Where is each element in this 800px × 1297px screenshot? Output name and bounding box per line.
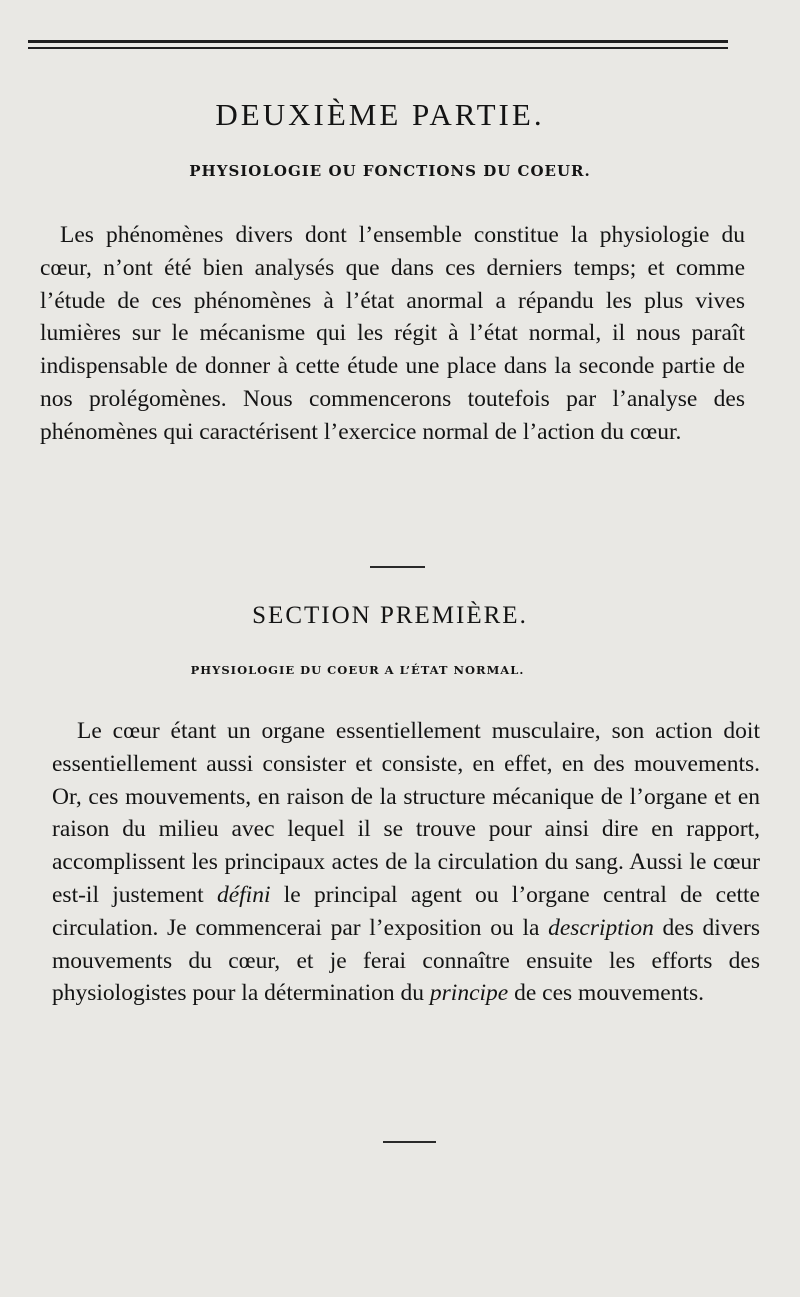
part-title: DEUXIÈME PARTIE. [215, 97, 545, 132]
italic-term-defini: défini [216, 881, 271, 908]
italic-term-description: description [548, 914, 654, 941]
section-divider-rule [370, 566, 425, 568]
section-paragraph-text-1: Le cœur étant un organe essentiellement musculaire, son action doit essentiellement aussi consister et consiste, en effet, en des mouvements. Or, ces mouvements, en raison de la structure mécanique de l’organe et en raison du milieu avec lequel il se trouve pour ainsi dire en rapport, accomplissent les principaux actes de la circulation du sang. Aussi le cœur est-il justement [52, 718, 760, 908]
part-subtitle: PHYSIOLOGIE OU FONCTIONS DU COEUR. [189, 162, 591, 180]
italic-term-principe: principe [429, 980, 509, 1007]
header-double-rule-bottom [28, 47, 728, 49]
intro-paragraph: Les phénomènes divers dont l’ensemble constitue la physiologie du cœur, n’ont été bien analysés que dans ces derniers temps; et comme l’étude de ces phénomènes à l’état anormal a répandu les plus vives lumières sur le mécanisme qui les régit à l’état normal, il nous paraît indispensable de donner à cette étude une place dans la seconde partie de nos prolégomènes. Nous commencerons toutefois par l’analyse des phénomènes qui caractérisent l’exercice normal de l’action du cœur. [40, 222, 745, 445]
section-title: SECTION PREMIÈRE. [252, 602, 528, 629]
section-subtitle: PHYSIOLOGIE DU COEUR A L’ÉTAT NORMAL. [190, 663, 525, 677]
section-paragraph-text-3: des divers mouvements du cœur, et je ferai connaître ensuite les efforts des physiologistes pour la détermination du [52, 914, 760, 1007]
section-paragraph-text-4: de ces mouvements. [508, 980, 705, 1007]
section-paragraph-text-2: le principal agent ou l’organe central de cette circulation. Je commencerai par l’exposition ou la [52, 881, 760, 941]
section-paragraph [52, 715, 760, 1010]
header-double-rule-top [28, 40, 728, 43]
end-divider-rule [383, 1141, 436, 1143]
